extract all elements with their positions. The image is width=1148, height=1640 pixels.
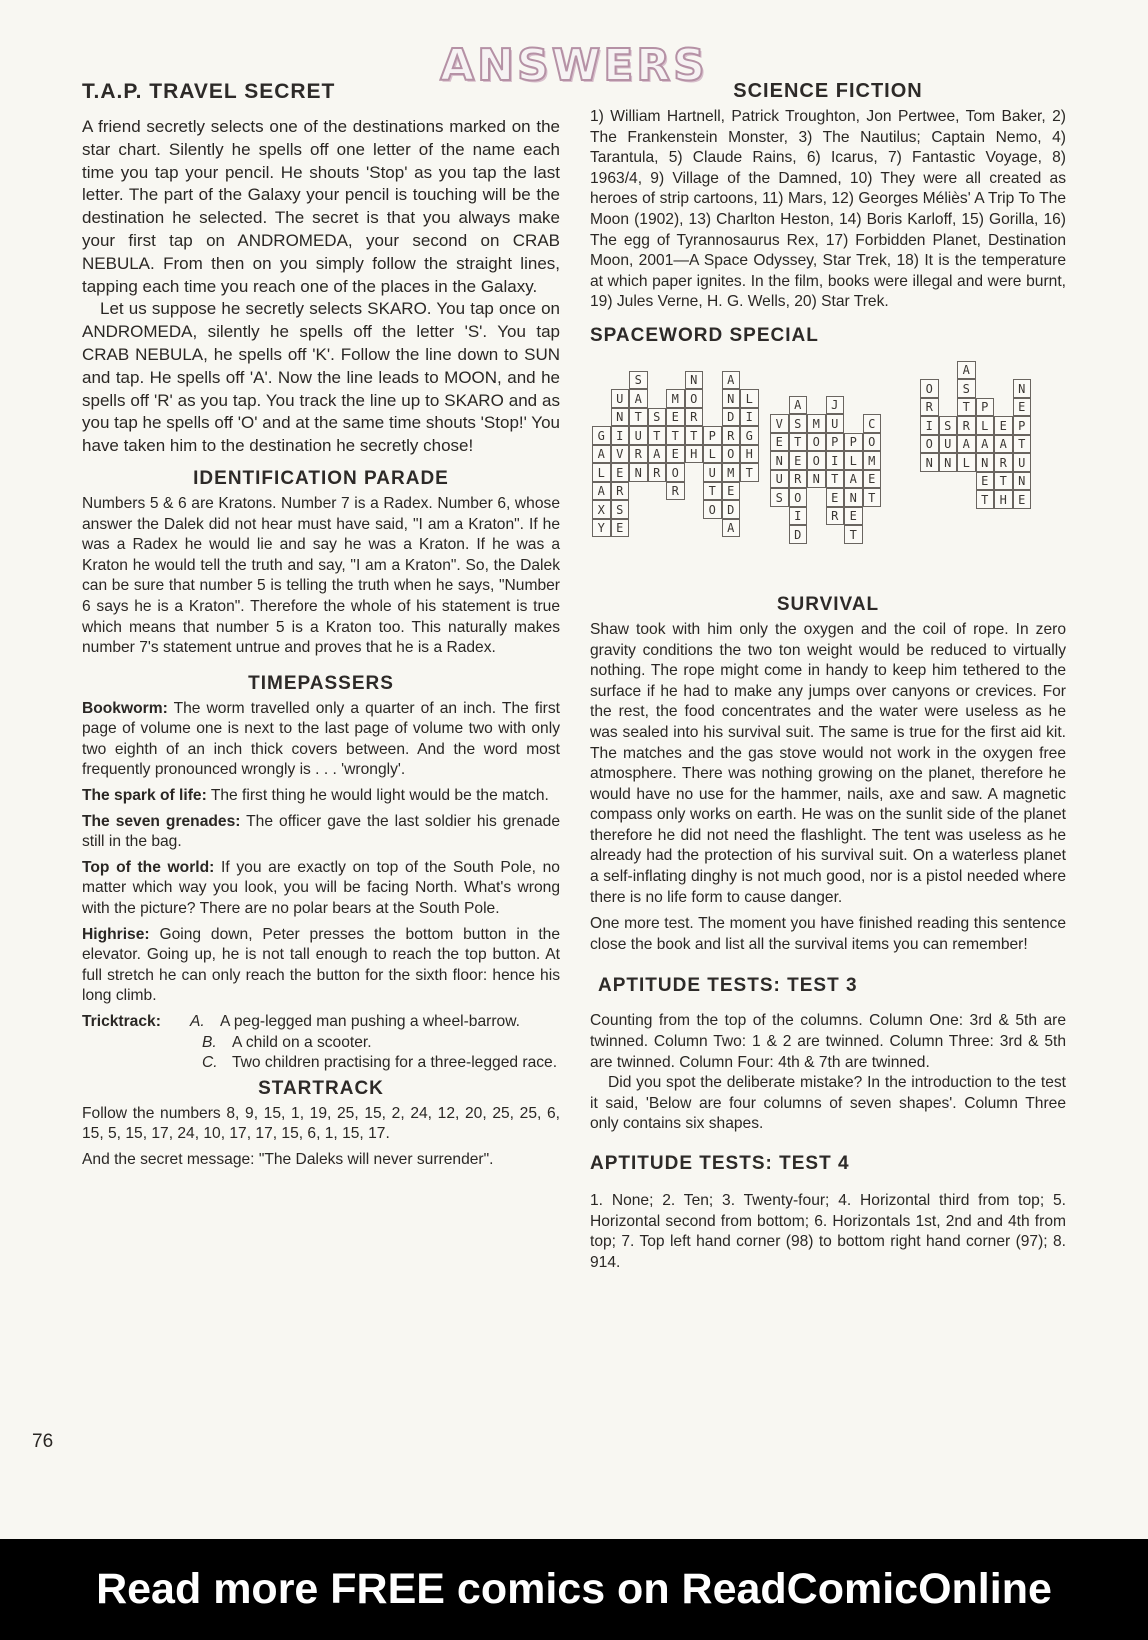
spaceword-letter: R [789, 470, 808, 489]
spaceword-letter: O [703, 500, 722, 519]
aptitude-test-3-heading: APTITUDE TESTS: TEST 3 [598, 975, 858, 997]
spaceword-letter: E [611, 519, 630, 538]
footer-banner [0, 1539, 1148, 1640]
spaceword-letter: A [722, 519, 741, 538]
spaceword-letter: A [976, 435, 995, 454]
spaceword-letter: S [939, 416, 958, 435]
top-of-world-label: Top of the world: [82, 858, 215, 876]
spaceword-letter: N [1013, 472, 1032, 491]
aptitude-test-4-text: 1. None; 2. Ten; 3. Twenty-four; 4. Horizontal third from top; 5. Horizontal second from bottom; 6. Horizontals 1st, 2nd and 4th from top; 7. Top left hand corner (98) to bottom right hand corner (97); 8. 914. [590, 1192, 1066, 1271]
tricktrack-label: Tricktrack: [82, 1013, 161, 1031]
spaceword-letter: U [629, 426, 648, 445]
spaceword-letter: R [648, 463, 667, 482]
footer-text: Read more FREE comics on ReadComicOnline [96, 1565, 1052, 1613]
spaceword-letter: E [1013, 398, 1032, 417]
spaceword-letter: H [740, 445, 759, 464]
spaceword-letter: L [957, 453, 976, 472]
startrack-numbers: Follow the numbers 8, 9, 15, 1, 19, 25, 15, 2, 24, 12, 20, 25, 25, 6, 15, 5, 15, 17, 24, 10, 17, 17, 15, 6, 1, 15, 17. [82, 1104, 560, 1143]
spaceword-letter: A [789, 396, 808, 415]
spaceword-special-heading: SPACEWORD SPECIAL [590, 324, 819, 346]
grenades-label: The seven grenades: [82, 812, 241, 830]
tricktrack-c-letter: C. [202, 1054, 218, 1072]
spaceword-letter: A [957, 361, 976, 380]
spaceword-letter: A [844, 470, 863, 489]
startrack-heading: STARTRACK [258, 1077, 384, 1099]
spaceword-letter: R [685, 408, 704, 427]
left-column [82, 78, 560, 1171]
spaceword-letter: O [807, 451, 826, 470]
spaceword-letter: M [722, 463, 741, 482]
spaceword-letter: L [844, 451, 863, 470]
spaceword-column [826, 396, 845, 524]
spaceword-letter: R [666, 482, 685, 501]
spaceword-letter: U [939, 435, 958, 454]
spaceword-letter: T [994, 472, 1013, 491]
spaceword-letter: M [666, 389, 685, 408]
spaceword-letter: T [703, 482, 722, 501]
spaceword-letter: D [789, 525, 808, 544]
spaceword-letter: A [592, 445, 611, 464]
spaceword-letter: H [994, 490, 1013, 509]
spaceword-letter: O [685, 389, 704, 408]
spaceword-letter: R [957, 416, 976, 435]
spaceword-letter: V [611, 445, 630, 464]
spaceword-letter: S [789, 414, 808, 433]
spaceword-letter: J [826, 396, 845, 415]
tricktrack-b-letter: B. [202, 1033, 217, 1051]
spaceword-letter: N [1013, 379, 1032, 398]
spaceword-letter: S [611, 500, 630, 519]
spaceword-letter: E [722, 482, 741, 501]
spaceword-letter: P [703, 426, 722, 445]
spaceword-grid-1 [592, 371, 759, 536]
spaceword-letter: M [807, 414, 826, 433]
bookworm-answer [82, 699, 560, 781]
spaceword-letter: N [770, 451, 789, 470]
spaceword-letter: G [592, 426, 611, 445]
spaceword-letter: P [1013, 416, 1032, 435]
spaceword-letter: U [1013, 453, 1032, 472]
spaceword-letter: T [863, 488, 882, 507]
spaceword-letter: R [611, 482, 630, 501]
spaceword-letter: N [611, 408, 630, 427]
tricktrack-b-text: A child on a scooter. [232, 1033, 372, 1051]
spaceword-letter: E [863, 470, 882, 489]
aptitude-test-3-paragraph-1: Counting from the top of the columns. Column One: 3rd & 5th are twinned. Column Two: 1 & 2 are twinned. Column Three: 3rd & 5th are twinned. Column Four: 4th & 7th are twinned. [590, 1012, 1066, 1071]
spaceword-letter: N [807, 470, 826, 489]
spaceword-letter: S [629, 371, 648, 390]
identification-parade-heading: IDENTIFICATION PARADE [193, 467, 449, 489]
spaceword-column [957, 361, 976, 470]
spaceword-letter: T [1013, 435, 1032, 454]
timepassers-heading: TIMEPASSERS [248, 672, 394, 694]
spaceword-letter: T [844, 525, 863, 544]
spaceword-letter: O [722, 445, 741, 464]
spaceword-letter: E [611, 463, 630, 482]
tap-paragraph-2: Let us suppose he secretly selects SKARO. You tap once on ANDROMEDA, silently he spells off the letter 'S'. You tap CRAB NEBULA, he spells off 'K'. Follow the line down to SUN and tap. He spells off 'A'. Now the line leads to MOON, and he spells off 'R' as you tap. You track the line up to SKARO and as you tap he spells off 'O' and at the same time shouts 'Stop!' You have taken him to the destination he secretly chose! [82, 299, 560, 456]
spaceword-letter: T [629, 408, 648, 427]
spaceword-letter: V [770, 414, 789, 433]
spaceword-letter: E [666, 408, 685, 427]
spaceword-letter: T [826, 470, 845, 489]
spaceword-letter: L [740, 389, 759, 408]
spaceword-letter: A [722, 371, 741, 390]
page-number: 76 [32, 1431, 54, 1452]
highrise-label: Highrise: [82, 925, 150, 943]
spaceword-letter: P [826, 433, 845, 452]
spaceword-letter: S [770, 488, 789, 507]
spark-text: The first thing he would light would be the match. [206, 787, 549, 805]
spaceword-letter: N [685, 371, 704, 390]
spaceword-letter: A [592, 482, 611, 501]
science-fiction-heading: SCIENCE FICTION [733, 80, 923, 102]
spaceword-letter: N [920, 453, 939, 472]
grenades-answer [82, 812, 560, 853]
spaceword-grid-2 [770, 396, 881, 542]
spaceword-letter: D [722, 500, 741, 519]
spaceword-letter: A [957, 435, 976, 454]
spaceword-letter: N [976, 453, 995, 472]
spaceword-letter: I [920, 416, 939, 435]
spaceword-letter: L [592, 463, 611, 482]
spaceword-grid-3 [920, 361, 1031, 507]
spaceword-letter: E [994, 416, 1013, 435]
aptitude-test-4-heading: APTITUDE TESTS: TEST 4 [590, 1153, 850, 1174]
grenades-text: The officer gave the last soldier his grenade still in the bag. [82, 812, 560, 851]
tap-paragraph-1: A friend secretly selects one of the destinations marked on the star chart. Silently he spells off one letter of the name each time you tap your pencil. He shouts 'Stop' as you tap the last letter. The part of the Galaxy your pencil is touching will be the destination he selected. The secret is that you always make your first tap on ANDROMEDA, your second on CRAB NEBULA. From then on you simply follow the straight lines, tapping each time you reach one of the places in the Galaxy. [82, 117, 560, 296]
spaceword-letter: H [685, 445, 704, 464]
tap-travel-secret-heading: T.A.P. TRAVEL SECRET [82, 80, 336, 103]
spaceword-letter: T [789, 433, 808, 452]
spaceword-letter: E [789, 451, 808, 470]
spaceword-letter: U [611, 389, 630, 408]
aptitude-test-3-paragraph-2: Did you spot the deliberate mistake? In the introduction to the test it said, 'Below are four columns of seven shapes'. Column Three only contains six shapes. [590, 1074, 1066, 1133]
spaceword-letter: E [844, 507, 863, 526]
right-column [590, 78, 1066, 1273]
tricktrack-a-text: A peg-legged man pushing a wheel-barrow. [220, 1013, 520, 1031]
spaceword-letter: U [703, 463, 722, 482]
spaceword-letter: N [722, 389, 741, 408]
startrack-message: And the secret message: "The Daleks will never surrender". [82, 1150, 494, 1168]
spaceword-letter: U [770, 470, 789, 489]
spaceword-letter: S [648, 408, 667, 427]
spaceword-letter: C [863, 414, 882, 433]
spaceword-letter: R [994, 453, 1013, 472]
spaceword-letter: E [976, 472, 995, 491]
spaceword-letter: P [844, 433, 863, 452]
spaceword-letter: S [957, 379, 976, 398]
survival-paragraph-1: Shaw took with him only the oxygen and the coil of rope. In zero gravity conditions the two ton weight would be reduced to virtually nothing. The rope might come in handy to keep him tethered to the surface if he had to make any jumps over canyons or crevices. For the rest, the food concentrates and the water were useless as he was sealed into his survival suit. The same is true for the first aid kit. The matches and the gas stove would not work in the oxygen free atmosphere. There was nothing growing on the planet, therefore he would have no use for the hammer, nails, axe and saw. A magnetic compass only works on earth. He was on the sunlit side of the planet therefore he did not need the flashlight. The tent was useless as he already had the protection of his survival suit. On a waterless planet a self-inflating dinghy is not much good, nor is a pistol needed where there is no life form to cause danger. [590, 620, 1066, 906]
spaceword-letter: I [740, 408, 759, 427]
spaceword-letter: T [976, 490, 995, 509]
identification-parade-text: Numbers 5 & 6 are Kratons. Number 7 is a Radex. Number 6, whose answer the Dalek did not hear must have said, "I am a Kraton". If he was a Radex he would lie and say he was a Kraton. If he was a Kraton he would tell the truth and say, "I am a Kraton". So, the Dalek can be sure that number 5 is telling the truth when he says, "Number 6 says he is a Kraton". Therefore the whole of his statement is true which means that number 5 is a Kraton too. This naturally makes number 7's statement untrue and proves that he is a Radex. [82, 494, 560, 657]
spaceword-letter: P [976, 398, 995, 417]
spaceword-letter: O [666, 463, 685, 482]
spaceword-column [685, 371, 704, 462]
highrise-text: Going down, Peter presses the bottom button in the elevator. Going up, he is not tall enough to reach the top button. At full stretch he can only reach the button for the sixth floor: hence his long climb. [82, 925, 560, 1005]
spark-label: The spark of life: [82, 787, 207, 805]
highrise-answer [82, 925, 560, 1007]
tricktrack-a-letter: A. [190, 1013, 205, 1031]
spaceword-letter: O [920, 435, 939, 454]
spaceword-letter: O [789, 488, 808, 507]
spaceword-letter: A [994, 435, 1013, 454]
spaceword-letter: O [863, 433, 882, 452]
answers-banner-title: ANSWERS [440, 40, 708, 91]
bookworm-text: The worm travelled only a quarter of an inch. The first page of volume one is next to the last page of volume two with only two eighth of an inch thick covers between. And the word most frequently pronounced wrongly is . . . 'wrongly'. [82, 699, 560, 779]
science-fiction-text: 1) William Hartnell, Patrick Troughton, Jon Pertwee, Tom Baker, 2) The Frankenstein Monster, 3) The Nautilus; Captain Nemo, 4) Tarantula, 5) Claude Rains, 6) Icarus, 7) Fantastic Voyage, 8) 1963/4, 9) Village of the Damned, 10) They were all created as heroes of strip cartoons, 11) Mars, 12) Georges Méliès' A Trip To The Moon (1902), 13) Charlton Heston, 14) Boris Karloff, 15) Gorilla, 16) The egg of Tyrannosaurus Rex, 17) Forbidden Planet, Destination Moon, 2001—A Space Odyssey, Star Trek, 18) It is the temperature at which paper ignites. In the film, books were illegal and were burnt, 19) Jules Verne, H. G. Wells, 20) Star Trek. [590, 108, 1066, 311]
spaceword-letter: R [920, 398, 939, 417]
top-of-world-answer [82, 858, 560, 920]
spaceword-letter: A [648, 445, 667, 464]
spaceword-letter: I [826, 451, 845, 470]
spaceword-letter: E [770, 433, 789, 452]
spaceword-letter: T [685, 426, 704, 445]
spaceword-letter: R [629, 445, 648, 464]
spaceword-letter: O [807, 433, 826, 452]
spaceword-letter: T [648, 426, 667, 445]
bookworm-label: Bookworm: [82, 699, 168, 717]
spaceword-letter: E [826, 488, 845, 507]
spaceword-letter: I [789, 507, 808, 526]
spaceword-letter: T [957, 398, 976, 417]
spaceword-letter: U [826, 414, 845, 433]
spaceword-letter: D [722, 408, 741, 427]
spaceword-letter: T [666, 426, 685, 445]
spaceword-letter: R [722, 426, 741, 445]
spaceword-puzzles [590, 361, 1066, 586]
spaceword-letter: E [666, 445, 685, 464]
spaceword-letter: I [611, 426, 630, 445]
survival-paragraph-2: One more test. The moment you have finished reading this sentence close the book and list all the survival items you can remember! [590, 915, 1066, 953]
spaceword-letter: L [976, 416, 995, 435]
spaceword-letter: N [844, 488, 863, 507]
spaceword-letter: Y [592, 519, 611, 538]
survival-heading: SURVIVAL [776, 593, 880, 615]
spaceword-letter: R [826, 507, 845, 526]
spaceword-letter: N [939, 453, 958, 472]
spaceword-column [629, 371, 648, 480]
spaceword-column [789, 396, 808, 542]
spaceword-letter: O [920, 379, 939, 398]
spaceword-letter: E [1013, 490, 1032, 509]
tricktrack-answer [82, 1012, 560, 1074]
tricktrack-c-text: Two children practising for a three-legged race. [232, 1054, 558, 1072]
spaceword-letter: T [740, 463, 759, 482]
top-of-world-text: If you are exactly on top of the South Pole, no matter which way you look, you will be facing North. What's wrong with the picture? There are no polar bears at the South Pole. [82, 858, 560, 918]
spaceword-letter: L [703, 445, 722, 464]
spaceword-letter: M [863, 451, 882, 470]
spaceword-letter: X [592, 500, 611, 519]
spaceword-letter: N [629, 463, 648, 482]
spaceword-column [722, 371, 741, 536]
spaceword-letter: A [629, 389, 648, 408]
spark-answer [82, 786, 560, 807]
spaceword-letter: G [740, 426, 759, 445]
